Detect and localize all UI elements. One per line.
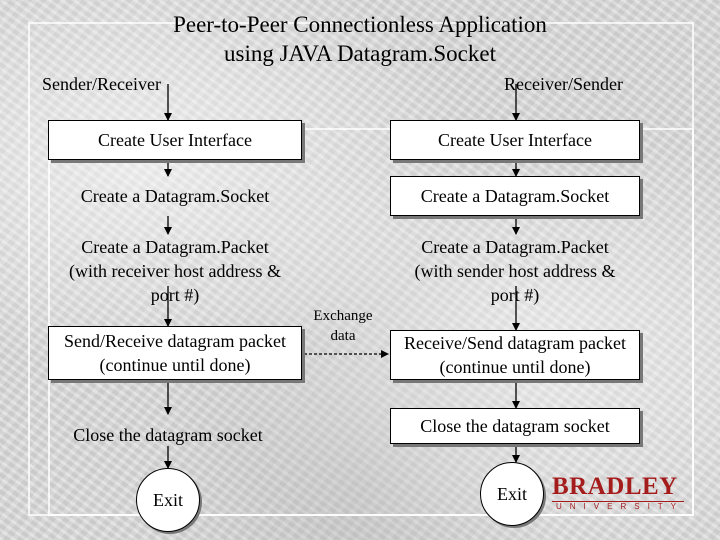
logo-subtitle: UNIVERSITY bbox=[552, 501, 684, 512]
right-exit-label: Exit bbox=[497, 483, 527, 504]
logo-wordmark: BRADLEY bbox=[552, 473, 678, 500]
title-line-1: Peer-to-Peer Connectionless Application bbox=[173, 12, 547, 37]
left-column-heading: Sender/Receiver bbox=[42, 74, 161, 94]
left-step-4-line-1: Send/Receive datagram packet bbox=[64, 331, 286, 351]
right-step-receive-send-packet bbox=[390, 330, 640, 380]
left-step-5-line-1: Close the datagram socket bbox=[73, 425, 263, 445]
exchange-data-label bbox=[302, 306, 384, 346]
left-step-2-line-1: Create a Datagram.Socket bbox=[80, 186, 270, 206]
title-line-2: using JAVA Datagram.Socket bbox=[224, 41, 496, 66]
left-step-create-datagram-packet bbox=[48, 234, 302, 308]
left-step-create-datagram-socket bbox=[48, 176, 302, 216]
left-exit-node bbox=[136, 468, 200, 532]
left-step-3-line-1: Create a Datagram.Packet bbox=[81, 237, 269, 257]
right-step-3-line-3: port #) bbox=[490, 285, 540, 305]
left-step-send-receive-packet bbox=[48, 326, 302, 380]
left-step-4-line-2: (continue until done) bbox=[99, 355, 251, 375]
right-exit-node bbox=[480, 462, 544, 526]
right-step-close-socket bbox=[390, 408, 640, 444]
right-step-3-line-2: (with sender host address & bbox=[414, 261, 616, 281]
left-step-close-socket bbox=[48, 420, 288, 450]
right-step-4-line-2: (continue until done) bbox=[439, 357, 591, 377]
left-step-3-line-2: (with receiver host address & bbox=[69, 261, 281, 281]
right-step-4-line-1: Receive/Send datagram packet bbox=[404, 333, 626, 353]
right-step-5-line-1: Close the datagram socket bbox=[420, 416, 610, 436]
right-step-2-line-1: Create a Datagram.Socket bbox=[420, 186, 610, 206]
right-step-create-datagram-packet bbox=[390, 234, 640, 308]
right-step-1-line-1: Create User Interface bbox=[438, 130, 592, 150]
exchange-label-line-1: Exchange bbox=[313, 308, 373, 324]
right-step-create-user-interface bbox=[390, 120, 640, 160]
right-step-3-line-1: Create a Datagram.Packet bbox=[421, 237, 609, 257]
left-step-create-user-interface bbox=[48, 120, 302, 160]
left-exit-label: Exit bbox=[153, 489, 183, 510]
exchange-label-line-2: data bbox=[330, 328, 356, 344]
left-step-3-line-3: port #) bbox=[150, 285, 200, 305]
left-step-1-line-1: Create User Interface bbox=[98, 130, 252, 150]
bradley-university-logo bbox=[552, 474, 684, 512]
right-step-create-datagram-socket bbox=[390, 176, 640, 216]
right-column-heading: Receiver/Sender bbox=[504, 74, 623, 94]
